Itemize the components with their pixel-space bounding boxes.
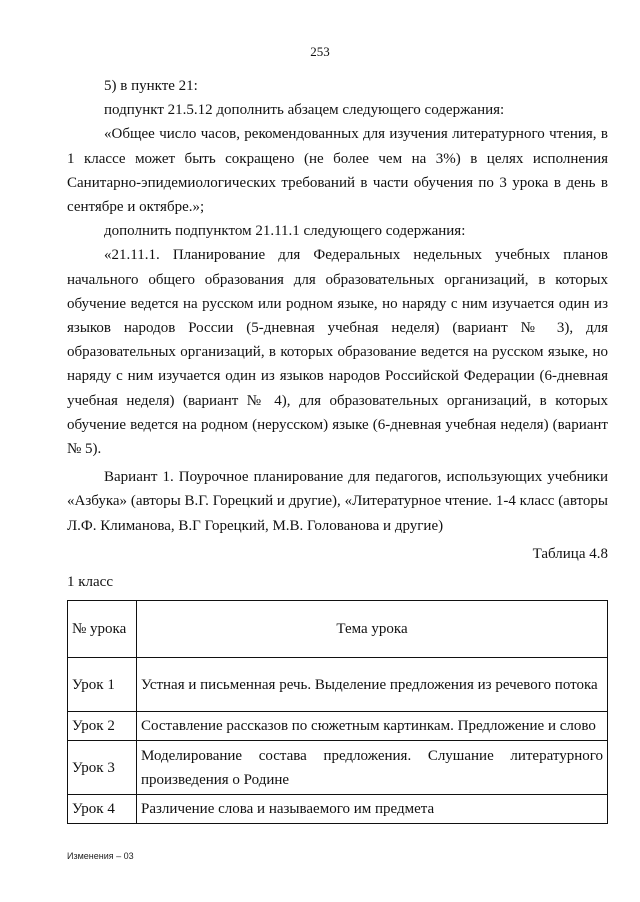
lesson-number: Урок 4: [68, 795, 137, 824]
table-header-row: [68, 601, 608, 658]
paragraph-variant-1: Вариант 1. Поурочное планирование для педагогов, использующих учебники «Азбука» (авторы В.Г. Горецкий и другие), «Литературное чтение. 1-4 класс (авторы Л.Ф. Климанова, В.Г Горецкий, М.В. Голованова и другие): [67, 469, 608, 534]
lesson-topic: Различение слова и называемого им предмета: [137, 795, 608, 824]
paragraph-subpoint: подпункт 21.5.12 дополнить абзацем следующего содержания:: [104, 102, 505, 119]
lesson-topic: Составление рассказов по сюжетным картинкам. Предложение и слово: [137, 712, 608, 741]
paragraph-planning: «21.11.1. Планирование для Федеральных недельных учебных планов начального общего образования для образовательных организаций, в которых обучение ведется на русском или родном языке, но наряду с ним изучается один из языков народов России (5-дневная учебная неделя) (вариант № 3), для образовательных организаций, в которых образование ведется на русском языке, но наряду с ним изучается один из языков народов Российской Федерации (6-дневная учебная неделя) (вариант № 4), для образовательных организаций, в которых обучение ведется на родном (нерусском) языке (6-дневная учебная неделя) (вариант № 5).: [67, 247, 608, 458]
document-body: [67, 74, 608, 824]
header-lesson-topic: Тема урока: [137, 601, 608, 658]
paragraph-quote-hours: «Общее число часов, рекомендованных для изучения литературного чтения, в 1 классе может быть сокращено (не более чем на 3%) в целях исполнения Санитарно-эпидемиологических требований в части обучения по 3 урока в день в сентябре и октябре.»;: [67, 126, 608, 216]
paragraph-item-5: 5) в пункте 21:: [104, 78, 198, 94]
header-lesson-number: № урока: [68, 601, 137, 658]
table-row: [68, 658, 608, 712]
lessons-table: [67, 600, 608, 824]
paragraph-add-subpoint: дополнить подпунктом 21.11.1 следующего содержания:: [104, 223, 466, 240]
table-row: [68, 712, 608, 741]
lesson-number: Урок 1: [68, 658, 137, 712]
lesson-topic: Устная и письменная речь. Выделение предложения из речевого потока: [137, 658, 608, 712]
lesson-number: Урок 3: [68, 741, 137, 795]
table-row: [68, 741, 608, 795]
footer-revision-note: Изменения – 03: [67, 851, 134, 861]
page-number: 253: [310, 44, 330, 59]
table-caption: Таблица 4.8: [532, 545, 608, 562]
lesson-topic: Моделирование состава предложения. Слушание литературного произведения о Родине: [137, 741, 608, 795]
table-row: [68, 795, 608, 824]
lesson-number: Урок 2: [68, 712, 137, 741]
class-label: 1 класс: [67, 574, 113, 591]
